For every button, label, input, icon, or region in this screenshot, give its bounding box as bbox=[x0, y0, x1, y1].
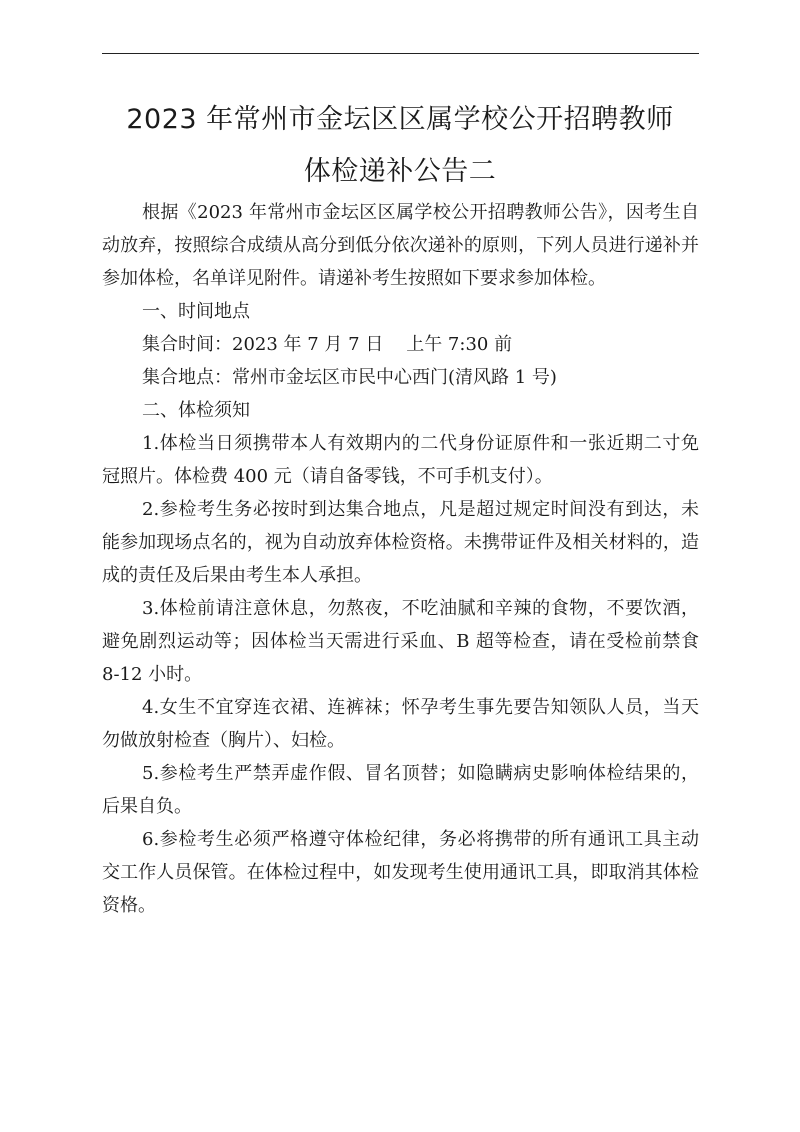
section-heading-time-location: 一、时间地点 bbox=[142, 301, 250, 322]
notice-item-2: 2.参检考生务必按时到达集合地点，凡是超过规定时间没有到达，未能参加现场点名的，视为自动放弃体检资格。未携带证件及相关材料的，造成的责任及后果由考生本人承担。 bbox=[102, 499, 699, 586]
document-title-line-2: 体检递补公告二 bbox=[303, 156, 497, 187]
assembly-location: 集合地点：常州市金坛区市民中心西门(清风路 1 号) bbox=[142, 367, 557, 388]
notice-item-6: 6.参检考生必须严格遵守体检纪律，务必将携带的所有通讯工具主动交工作人员保管。在体检过程中，如发现考生使用通讯工具，即取消其体检资格。 bbox=[102, 829, 699, 916]
notice-item-3: 3.体检前请注意休息，勿熬夜，不吃油腻和辛辣的食物，不要饮酒，避免剧烈运动等；因体检当天需进行采血、B 超等检查，请在受检前禁食 8-12 小时。 bbox=[102, 598, 705, 685]
notice-item-4: 4.女生不宜穿连衣裙、连裤袜；怀孕考生事先要告知领队人员，当天勿做放射检查（胸片）、妇检。 bbox=[102, 697, 699, 751]
document-title-line-1: 2023 年常州市金坛区区属学校公开招聘教师 bbox=[126, 104, 674, 135]
header-rule bbox=[102, 53, 699, 54]
document-body bbox=[102, 196, 705, 922]
assembly-time: 集合时间：2023 年 7 月 7 日 上午 7:30 前 bbox=[142, 334, 513, 355]
notice-item-5: 5.参检考生严禁弄虚作假、冒名顶替；如隐瞒病史影响体检结果的，后果自负。 bbox=[102, 763, 699, 817]
intro-paragraph: 根据《2023 年常州市金坛区区属学校公开招聘教师公告》，因考生自动放弃，按照综合成绩从高分到低分依次递补的原则，下列人员进行递补并参加体检，名单详见附件。请递补考生按照如下要求参加体检。 bbox=[102, 202, 699, 289]
notice-item-1: 1.体检当日须携带本人有效期内的二代身份证原件和一张近期二寸免冠照片。体检费 400 元（请自备零钱，不可手机支付）。 bbox=[102, 433, 699, 487]
section-heading-notice: 二、体检须知 bbox=[142, 400, 250, 421]
